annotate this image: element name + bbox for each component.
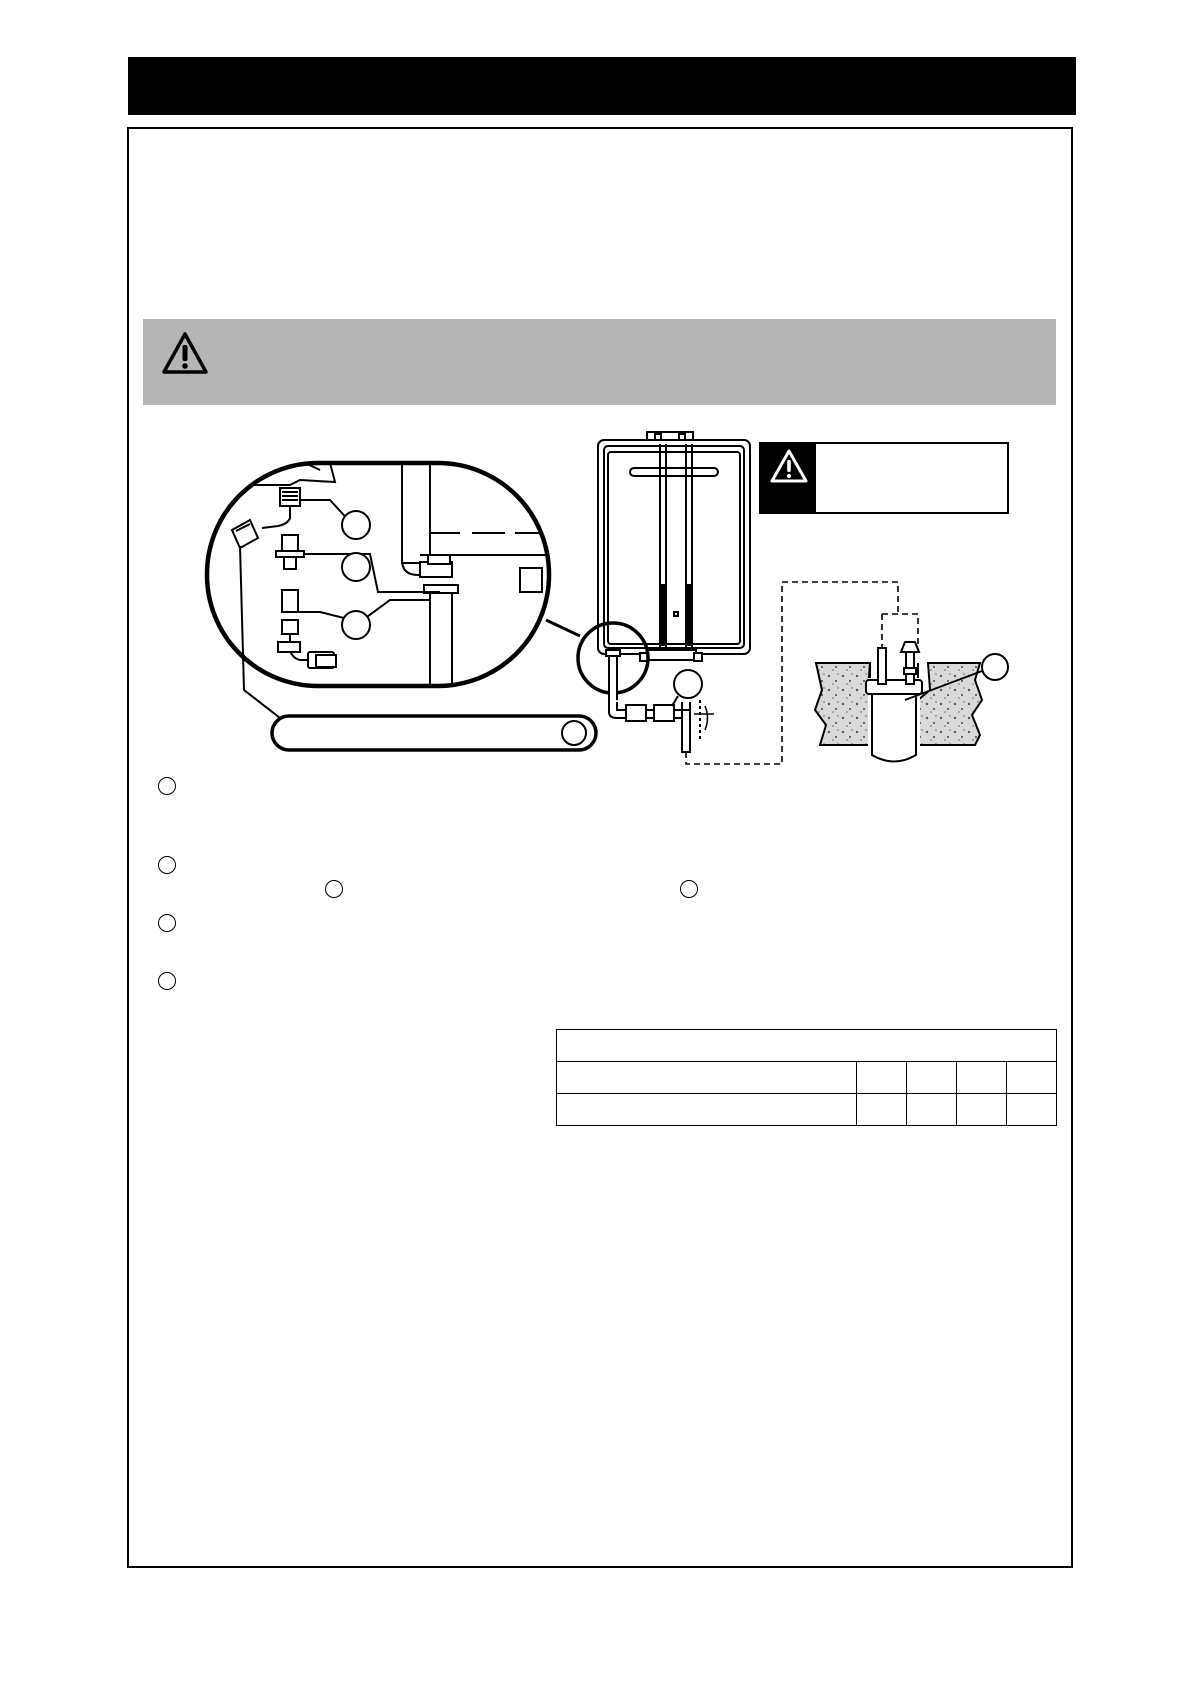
caution-box <box>759 442 1009 514</box>
spec-cell <box>1007 1094 1057 1126</box>
step-2-marker <box>158 856 176 874</box>
step-1-marker <box>158 777 176 795</box>
step-2-inline-marker-a <box>325 880 343 898</box>
section-header-bar <box>128 57 1076 115</box>
spec-cell <box>857 1094 907 1126</box>
spec-cell <box>907 1062 957 1094</box>
caution-flag <box>761 444 816 512</box>
spec-table-header-row <box>557 1030 1057 1062</box>
spec-cell <box>1007 1062 1057 1094</box>
spec-cell <box>907 1094 957 1126</box>
step-2-inline-marker-b <box>680 880 698 898</box>
warning-icon <box>161 331 209 375</box>
spec-cell <box>557 1062 857 1094</box>
spec-cell <box>857 1062 907 1094</box>
spec-table-header <box>557 1030 1057 1062</box>
spec-table <box>556 1029 1057 1126</box>
step-3-marker <box>158 914 176 932</box>
spec-cell <box>557 1094 857 1126</box>
warning-banner <box>143 319 1056 405</box>
step-4-marker <box>158 972 176 990</box>
spec-table-row <box>557 1062 1057 1094</box>
spec-cell <box>957 1062 1007 1094</box>
spec-table-row <box>557 1094 1057 1126</box>
caution-icon <box>770 449 808 483</box>
spec-cell <box>957 1094 1007 1126</box>
